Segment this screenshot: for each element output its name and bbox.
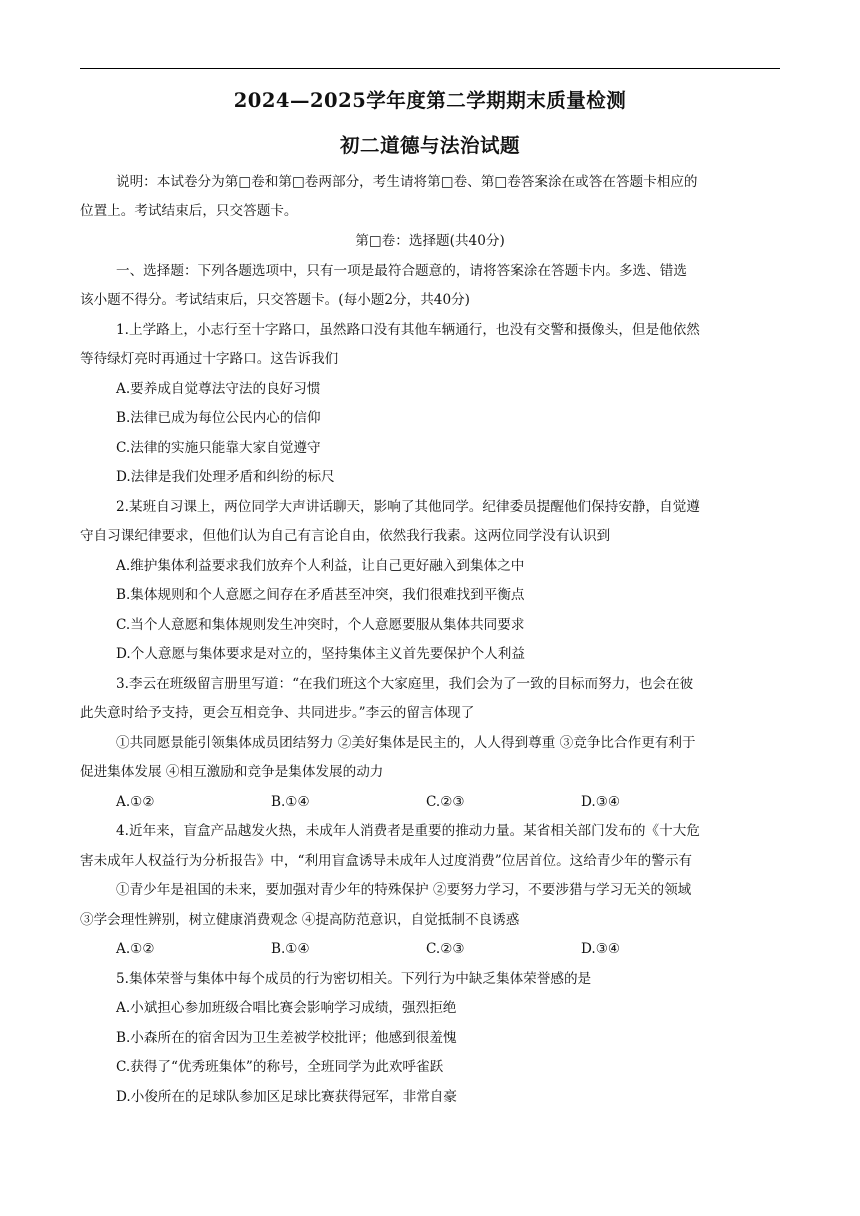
option-b: B.小森所在的宿舍因为卫生差被学校批评；他感到很羞愧 — [116, 1030, 457, 1046]
section-instruction: 该小题不得分。考试结束后，只交答题卡。(每小题2分，共40分) — [80, 292, 470, 308]
option-a: A.①② — [116, 941, 155, 957]
option-d: D.小俊所在的足球队参加区足球比赛获得冠军，非常自豪 — [116, 1089, 457, 1105]
question-stem: 此失意时给予支持，更会互相竞争、共同进步。”李云的留言体现了 — [80, 705, 475, 721]
question-items: ①青少年是祖国的未来，要加强对青少年的特殊保护 ②要努力学习，不要涉猎与学习无关的领域 — [116, 882, 692, 898]
option-a: A.要养成自觉尊法守法的良好习惯 — [116, 381, 321, 397]
option-d: D.③④ — [581, 794, 621, 810]
intro-line: 位置上。考试结束后，只交答题卡。 — [80, 203, 298, 219]
question-stem: 等待绿灯亮时再通过十字路口。这告诉我们 — [80, 351, 339, 367]
option-c: C.获得了“优秀班集体”的称号，全班同学为此欢呼雀跃 — [116, 1059, 444, 1075]
question-items: 促进集体发展 ④相互激励和竞争是集体发展的动力 — [80, 764, 384, 780]
intro-line: 说明：本试卷分为第□卷和第□卷两部分，考生请将第□卷、第□卷答案涂在或答在答题卡相应的 — [116, 174, 698, 190]
option-a: A.小斌担心参加班级合唱比赛会影响学习成绩，强烈拒绝 — [116, 1000, 457, 1016]
question-items: ③学会理性辨别，树立健康消费观念 ④提高防范意识，自觉抵制不良诱惑 — [80, 912, 520, 928]
question-stem: 1.上学路上，小志行至十字路口，虽然路口没有其他车辆通行，也没有交警和摄像头，但是他依然 — [116, 322, 700, 338]
option-a: A.①② — [116, 794, 155, 810]
option-b: B.法律已成为每位公民内心的信仰 — [116, 410, 321, 426]
question-stem: 守自习课纪律要求，但他们认为自己有言论自由，依然我行我素。这两位同学没有认识到 — [80, 528, 611, 544]
option-d: D.③④ — [581, 941, 621, 957]
option-b: B.①④ — [271, 941, 310, 957]
question-stem: 4.近年来，盲盒产品越发火热，未成年人消费者是重要的推动力量。某省相关部门发布的《十大危 — [116, 823, 700, 839]
exam-subtitle: 初二道德与法治试题 — [339, 134, 520, 157]
option-row — [80, 939, 780, 959]
question-stem: 5.集体荣誉与集体中每个成员的行为密切相关。下列行为中缺乏集体荣誉感的是 — [116, 971, 592, 987]
question-stem: 害未成年人权益行为分析报告》中，“利用盲盒诱导未成年人过度消费”位居首位。这给青少年的警示有 — [80, 853, 693, 869]
option-a: A.维护集体利益要求我们放弃个人利益，让自己更好融入到集体之中 — [116, 558, 525, 574]
option-d: D.个人意愿与集体要求是对立的，坚持集体主义首先要保护个人利益 — [116, 646, 525, 662]
option-c: C.法律的实施只能靠大家自觉遵守 — [116, 440, 321, 456]
option-c: C.②③ — [426, 794, 465, 810]
option-b: B.①④ — [271, 794, 310, 810]
question-items: ①共同愿景能引领集体成员团结努力 ②美好集体是民主的，人人得到尊重 ③竞争比合作更有利于 — [116, 735, 696, 751]
question-stem: 3.李云在班级留言册里写道：“在我们班这个大家庭里，我们会为了一致的目标而努力，也会在彼 — [116, 676, 694, 692]
option-c: C.②③ — [426, 941, 465, 957]
section-instruction: 一、选择题：下列各题选项中，只有一项是最符合题意的，请将答案涂在答题卡内。多选、错选 — [116, 263, 687, 279]
question-stem: 2.某班自习课上，两位同学大声讲话聊天，影响了其他同学。纪律委员提醒他们保持安静，自觉遵 — [116, 499, 700, 515]
header-rule — [80, 68, 780, 69]
option-row — [80, 792, 780, 812]
section-heading: 第□卷：选择题(共40分) — [355, 233, 505, 249]
option-b: B.集体规则和个人意愿之间存在矛盾甚至冲突，我们很难找到平衡点 — [116, 587, 525, 603]
option-d: D.法律是我们处理矛盾和纠纷的标尺 — [116, 469, 335, 485]
exam-title: 2024—2025学年度第二学期期末质量检测 — [233, 89, 627, 112]
option-c: C.当个人意愿和集体规则发生冲突时，个人意愿要服从集体共同要求 — [116, 617, 525, 633]
